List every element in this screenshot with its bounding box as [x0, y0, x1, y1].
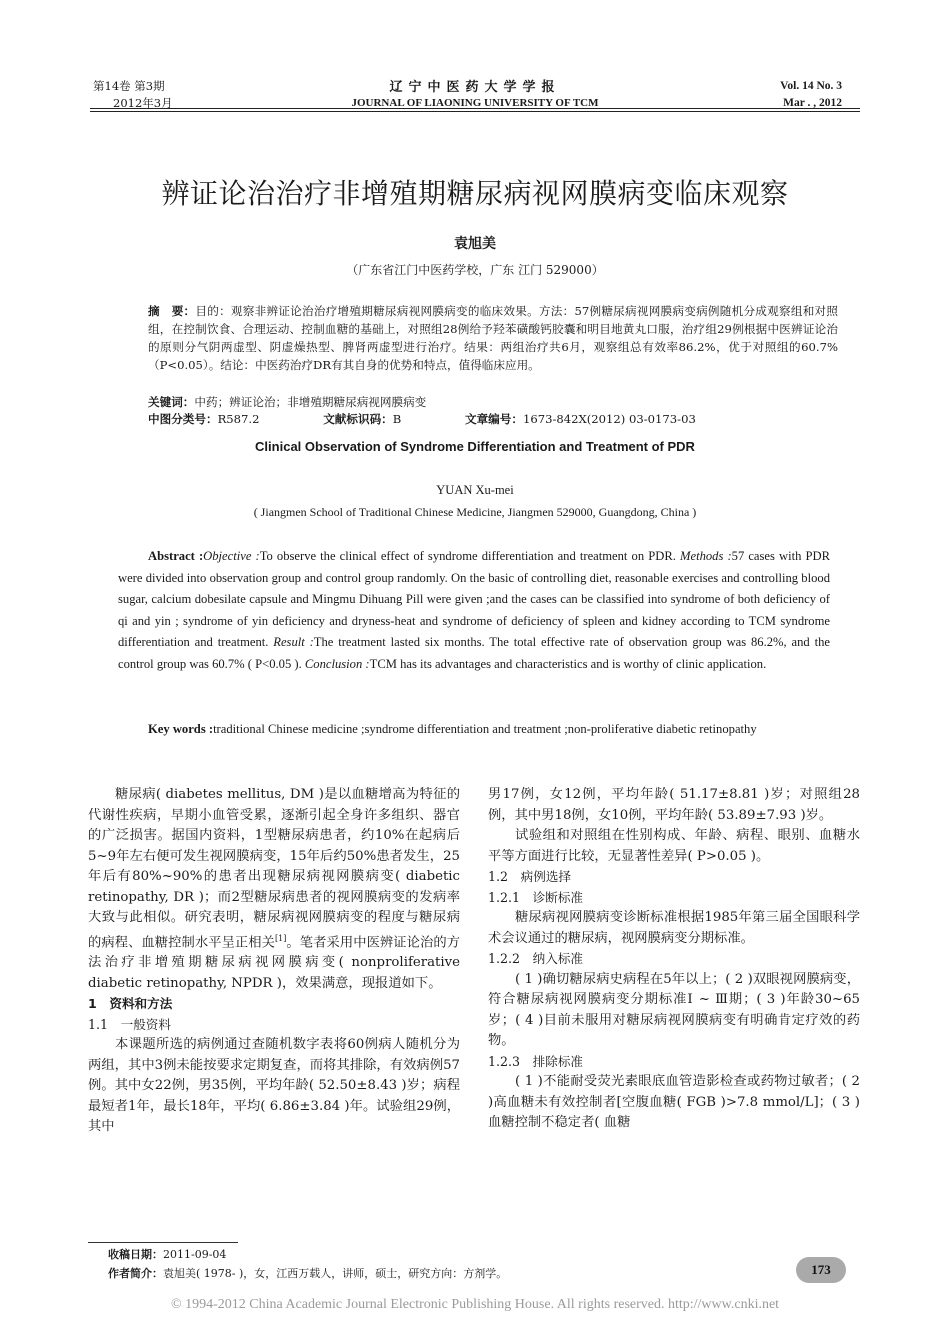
volume-issue-cn: 第14卷 第3期 [93, 79, 165, 93]
conclusion-text: TCM has its advantages and characteristics and is worthy of clinic application. [369, 656, 767, 671]
section-heading-1-2-2: 1.2.2 纳入标准 [488, 951, 584, 966]
article-no-label: 文章编号： [464, 412, 523, 426]
author-en: YUAN Xu-mei [436, 483, 514, 497]
comparison-paragraph: 试验组和对照组在性别构成、年龄、病程、眼别、血糖水平等方面进行比较，无显著性差异( P>0.05 )。 [488, 828, 860, 864]
affiliation-en: ( Jiangmen School of Traditional Chinese Medicine, Jiangmen 529000, Guangdong, China ) [253, 505, 697, 519]
abstract-cn-text: 目的：观察非辨证论治治疗增殖期糖尿病视网膜病变的临床效果。方法：57例糖尿病视网膜病变病例随机分成观察组和对照组，在控制饮食、合理运动、控制血糖的基础上，对照组28例给予羟苯磺酸钙胶囊和明目地黄丸口服，治疗组29例根据中医辨证论治的原则分气阴两虚型、阴虚燥热型、脾肾两虚型进行治疗。结果：两组治疗共6月，观察组总有效率86.2%，优于对照组的60.7%（P<0.05）。结论：中医药治疗DR有其自身的优势和特点，值得临床应用。 [148, 304, 838, 372]
result-text: The treatment lasted six months. The total effective rate of observation group was 86.2%, and the control group was 60.7% ( P<0.05 ). [118, 635, 830, 671]
methods-text: 57 cases with PDR were divided into observation group and control group randomly. On the basic of controlling diet, reasonable exercises and controlling blood sugar, calcium dobesilate capsule and Mingmu Dihuang Pill were given ;and the cases can be classified into syndrome of both deficiency of qi and yin ; syndrome of yin deficiency and dryness-heat and syndrome of deficiency of spleen and kidney according to TCM syndrome differentiation and treatment. [118, 549, 831, 649]
citation-1: [1] [275, 933, 287, 943]
clc-label: 中图分类号： [148, 412, 218, 426]
result-label: Result : [273, 635, 314, 649]
doc-code-label: 文献标识码： [323, 412, 393, 426]
inclusion-paragraph: ( 1 )确切糖尿病史病程在5年以上；( 2 )双眼视网膜病变，符合糖尿病视网膜病变分期标准Ⅰ ~ Ⅲ期；( 3 )年龄30~65岁；( 4 )目前未服用对糖尿病视网膜病变有明确肯定疗效的药物。 [488, 971, 860, 1048]
section-heading-1-1: 1.1 一般资料 [88, 1016, 171, 1032]
volume-en: Vol. 14 No. 3 [780, 80, 842, 92]
abstract-en-label: Abstract : [148, 549, 204, 563]
section-heading-1-2: 1.2 病例选择 [488, 869, 571, 884]
abstract-cn-label: 摘 要： [148, 304, 196, 318]
keywords-cn [148, 393, 838, 411]
article-title-en: Clinical Observation of Syndrome Differentiation and Treatment of PDR [255, 439, 695, 454]
footnote-rule [88, 1242, 238, 1243]
objective-label: Objective : [203, 549, 260, 563]
section-heading-1: 1 资料和方法 [88, 996, 173, 1012]
conclusion-label: Conclusion : [304, 656, 370, 671]
abstract-cn [148, 302, 838, 374]
exclusion-paragraph: ( 1 )不能耐受荧光素眼底血管造影检查或药物过敏者；( 2 )高血糖未有效控制者[空腹血糖( FGB )>7.8 mmol/L]；( 3 )血糖控制不稳定者( 血糖 [488, 1074, 860, 1130]
objective-text: To observe the clinical effect of syndrome differentiation and treatment on PDR. [259, 549, 676, 563]
header-rule-thin [90, 111, 860, 112]
diagnosis-paragraph: 糖尿病视网膜病变诊断标准根据1985年第三届全国眼科学术会议通过的糖尿病，视网膜病变分期标准。 [488, 910, 860, 946]
journal-title [300, 76, 650, 109]
running-header-left [93, 78, 173, 112]
classification-row [148, 410, 838, 428]
doc-code-value: B [392, 412, 402, 426]
intro-paragraph: 糖尿病( diabetes mellitus, DM )是以血糖增高为特征的代谢性疾病，早期小血管受累，逐渐引起全身许多组织、器官的广泛损害。据国内资料，1型糖尿病患者，约10%在起病后5~9年左右便可发生视网膜病变，15年后约50%患者发生，25年后有80%~90%的患者出现糖尿病视网膜病变( diabetic retinopathy, DR )；而2型糖尿病患者的视网膜病变的发病率大致与此相似。研究表明，糖尿病视网膜病变的程度与糖尿病的病程、血糖控制水平呈正相关[1]。笔者采用中医辨证论治的方法治疗非增殖期糖尿病视网膜病变( nonproliferative diabetic retinopathy, NPDR )，效果满意，现报道如下。 [88, 787, 461, 991]
keywords-cn-text: 中药；辨证论治；非增殖期糖尿病视网膜病变 [194, 395, 427, 409]
copyright-watermark: © 1994-2012 China Academic Journal Electronic Publishing House. All rights reserved. http://www.cnki.net [170, 1297, 780, 1312]
date-cn: 2012年3月 [113, 96, 173, 110]
received-date: 收稿日期：2011-09-04 [108, 1248, 227, 1261]
date-en: Mar . , 2012 [783, 97, 842, 109]
keywords-en [118, 719, 830, 741]
article-title-cn: 辨证论治治疗非增殖期糖尿病视网膜病变临床观察 [161, 177, 789, 210]
journal-name-en: JOURNAL OF LIAONING UNIVERSITY OF TCM [351, 97, 599, 109]
clc-value: R587.2 [217, 412, 260, 426]
author-bio: 作者简介：袁旭美( 1978- )，女，江西万载人，讲师，硕士，研究方向：方剂学。 [108, 1267, 508, 1280]
continued-paragraph: 男17例，女12例，平均年龄( 51.17±8.81 )岁；对照组28例，其中男18例，女10例，平均年龄( 53.89±7.93 )岁。 [488, 787, 860, 823]
header-rule [90, 108, 860, 109]
affiliation-cn: （广东省江门中医药学校，广东 江门 529000） [346, 263, 604, 277]
section-heading-1-2-1: 1.2.1 诊断标准 [488, 889, 584, 905]
methods-label: Methods : [679, 549, 732, 563]
general-data-paragraph: 本课题所选的病例通过查随机数字表将60例病人随机分为两组，其中3例未能按要求定期复查，而将其排除，有效病例57例。其中女22例，男35例，平均年龄( 52.50±8.43 )岁；病程最短者1年，最长18年，平均( 6.86±3.84 )年。试验组29例，其中 [88, 1037, 460, 1135]
author-cn: 袁旭美 [454, 236, 496, 252]
abstract-en [118, 546, 830, 675]
section-heading-1-2-3: 1.2.3 排除标准 [488, 1053, 584, 1069]
keywords-cn-label: 关键词： [148, 395, 195, 409]
article-no-value: 1673-842X(2012) 03-0173-03 [522, 412, 696, 426]
body-right-column [488, 785, 860, 1134]
running-header-right [780, 78, 842, 112]
page-number: 173 [796, 1257, 846, 1283]
journal-name-cn: 辽宁中医药大学学报 [389, 80, 561, 95]
keywords-en-text: traditional Chinese medicine ;syndrome differentiation and treatment ;non-proliferative diabetic retinopathy [213, 722, 757, 736]
keywords-en-label: Key words : [148, 722, 214, 736]
body-left-column [88, 785, 460, 1138]
